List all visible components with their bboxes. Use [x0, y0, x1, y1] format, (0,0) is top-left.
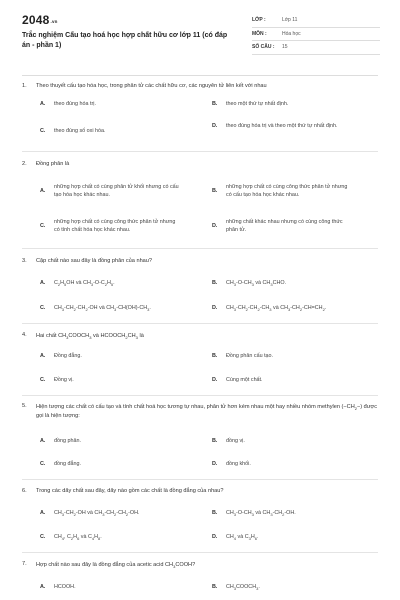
question-divider: [22, 479, 378, 480]
question-7: [22, 560, 378, 570]
question-stem: [22, 160, 378, 169]
option-letter: D.: [212, 534, 218, 540]
option-letter: C.: [40, 377, 46, 383]
question-number: 2.: [22, 161, 27, 167]
option-b[interactable]: [212, 279, 372, 287]
option-letter: B.: [212, 438, 218, 444]
meta-row-count: [252, 41, 380, 55]
option-text: Cùng một chất.: [226, 377, 263, 383]
question-1: [22, 82, 378, 91]
question-text: Hiện tượng các chất có cấu tạo và tính chất hoá học tương tự nhau, phân tử hơn kém nhau một hay nhiều nhóm methylen $(-CH_2-)$ được gọi là hiện tượng:: [36, 404, 377, 419]
question-number: 6.: [22, 488, 27, 494]
option-text: $CH_3-CH_2-OH$ và $CH_3-CH_2-CH_2-OH$.: [54, 510, 140, 517]
option-c[interactable]: [40, 127, 200, 135]
question-stem: [22, 560, 378, 570]
option-a[interactable]: [40, 352, 200, 360]
meta-row-class: [252, 14, 380, 28]
meta-row-subject: [252, 28, 380, 42]
option-text: những hợp chất có cùng phân tử khối nhưng có cấu tạo hóa học khác nhau.: [54, 184, 179, 198]
site-logo[interactable]: [22, 13, 58, 27]
option-c[interactable]: [40, 376, 200, 384]
option-text: theo đúng hóa trị.: [54, 101, 96, 107]
option-letter: C.: [40, 534, 46, 540]
option-c[interactable]: [40, 304, 200, 312]
document-title: Trắc nghiệm Cấu tạo hoá học hợp chất hữu cơ lớp 11 (có đáp án - phần 1): [22, 32, 228, 49]
option-a[interactable]: [40, 509, 200, 517]
meta-table: [252, 14, 380, 55]
option-text: những hợp chất có cùng công thức phân tử nhưng có cấu tạo hóa học khác nhau.: [226, 184, 348, 198]
option-letter: B.: [212, 101, 218, 107]
option-b[interactable]: [212, 352, 372, 360]
option-letter: A.: [40, 584, 46, 590]
option-text: HCOOH.: [54, 584, 76, 590]
question-number: 5.: [22, 403, 27, 409]
option-letter: D.: [212, 305, 218, 311]
option-letter: B.: [212, 353, 218, 359]
option-b[interactable]: [212, 509, 372, 517]
option-letter: B.: [212, 188, 218, 194]
question-divider: [22, 395, 378, 396]
logo-suffix: .vn: [50, 19, 58, 24]
meta-key: MÔN :: [252, 30, 267, 37]
option-text: đồng phân.: [54, 438, 81, 444]
option-text: $CH_4$, $C_2H_6$ và $C_4H_8$.: [54, 534, 102, 541]
option-a[interactable]: [40, 100, 200, 108]
option-d[interactable]: [212, 122, 372, 130]
option-letter: A.: [40, 280, 46, 286]
option-letter: D.: [212, 377, 218, 383]
question-text: Trong các dãy chất sau đây, dãy nào gồm các chất là đồng đẳng của nhau?: [36, 488, 224, 494]
option-letter: A.: [40, 101, 46, 107]
option-text: $CH_3COOCH_3$.: [226, 584, 260, 591]
question-stem: [22, 257, 378, 266]
option-c[interactable]: [40, 218, 200, 234]
option-a[interactable]: [40, 279, 200, 287]
question-stem: [22, 82, 378, 91]
question-3: [22, 257, 378, 266]
logo-text: 2048: [22, 13, 50, 27]
option-c[interactable]: [40, 533, 200, 541]
option-d[interactable]: [212, 460, 372, 468]
option-text: $CH_3-CH_2-CH_2-CH_3$ và $CH_3-CH_2-CH=CH_2$.: [226, 305, 327, 312]
meta-value: Lớp 11: [282, 17, 298, 24]
option-a[interactable]: [40, 437, 200, 445]
option-letter: A.: [40, 438, 46, 444]
option-text: Đồng phân cấu tạo.: [226, 353, 274, 359]
question-stem: [22, 331, 378, 341]
option-c[interactable]: [40, 460, 200, 468]
option-text: Đồng vị.: [54, 377, 74, 383]
meta-value: Hóa học: [282, 30, 301, 37]
question-4: [22, 331, 378, 341]
option-text: đồng vị.: [226, 438, 245, 444]
option-text: $CH_3-CH_2-CH_2-OH$ và $CH_3-CH(OH)-CH_3$.: [54, 305, 151, 312]
option-text: theo một thứ tự nhất định.: [226, 101, 289, 107]
question-divider: [22, 552, 378, 553]
option-d[interactable]: [212, 218, 372, 234]
question-stem: [22, 487, 378, 496]
option-d[interactable]: [212, 304, 382, 312]
question-text: Hợp chất nào sau đây là đồng đẳng của acetic acid $CH_3COOH$?: [36, 562, 196, 569]
question-number: 1.: [22, 83, 27, 89]
option-letter: A.: [40, 188, 46, 194]
question-text: Cặp chất nào sau đây là đồng phân của nhau?: [36, 258, 153, 264]
option-b[interactable]: [212, 583, 372, 591]
option-text: $CH_4$ và $C_3H_6$.: [226, 534, 259, 541]
option-letter: C.: [40, 128, 46, 134]
option-text: đồng khối.: [226, 461, 251, 467]
question-6: [22, 487, 378, 496]
option-text: đồng đẳng.: [54, 461, 81, 467]
option-letter: C.: [40, 305, 46, 311]
option-letter: A.: [40, 353, 46, 359]
meta-key: LỚP :: [252, 17, 266, 24]
option-a[interactable]: [40, 583, 200, 591]
question-stem: [22, 402, 378, 421]
option-text: theo đúng hóa trị và theo một thứ tự nhất định.: [226, 123, 338, 129]
option-text: những chất khác nhau nhưng có cùng công thức phân tử.: [226, 219, 343, 233]
question-text: Hai chất $CH_3COOCH_3$ và $HCOOCH_2CH_3$ là: [36, 333, 144, 340]
question-text: Theo thuyết cấu tạo hóa học, trong phân tử các chất hữu cơ, các nguyên tử liên kết với nhau: [36, 83, 267, 89]
page-header: [0, 0, 400, 70]
header-divider: [22, 75, 378, 76]
question-number: 3.: [22, 258, 27, 264]
option-text: $CH_3-O-CH_3$ và $CH_3-CH_2-OH$.: [226, 510, 296, 517]
meta-value: 15: [282, 44, 288, 51]
option-b[interactable]: [212, 437, 372, 445]
option-letter: B.: [212, 510, 218, 516]
option-letter: D.: [212, 461, 218, 467]
question-divider: [22, 323, 378, 324]
option-letter: D.: [212, 223, 218, 229]
option-letter: B.: [212, 584, 218, 590]
option-text: theo đúng số oxi hóa.: [54, 128, 106, 134]
question-number: 4.: [22, 332, 27, 338]
option-d[interactable]: [212, 533, 372, 541]
question-text: Đồng phân là: [36, 161, 70, 167]
meta-key: SỐ CÂU :: [252, 44, 275, 51]
option-letter: D.: [212, 123, 218, 129]
option-letter: C.: [40, 461, 46, 467]
option-b[interactable]: [212, 100, 372, 108]
question-2: [22, 160, 378, 169]
option-text: Đồng đẳng.: [54, 353, 82, 359]
option-b[interactable]: [212, 183, 372, 199]
question-number: 7.: [22, 561, 27, 567]
option-text: những hợp chất có cùng công thức phân tử nhưng có tính chất hóa học khác nhau.: [54, 219, 176, 233]
option-a[interactable]: [40, 183, 200, 199]
option-letter: A.: [40, 510, 46, 516]
option-letter: C.: [40, 223, 46, 229]
question-divider: [22, 248, 378, 249]
option-text: $CH_3-O-CH_3$ và $CH_3CHO$.: [226, 280, 287, 287]
option-letter: B.: [212, 280, 218, 286]
option-d[interactable]: [212, 376, 372, 384]
question-5: [22, 402, 378, 421]
question-divider: [22, 151, 378, 152]
option-text: $C_2H_5OH$ và $CH_3-O-C_2H_5$.: [54, 280, 115, 287]
